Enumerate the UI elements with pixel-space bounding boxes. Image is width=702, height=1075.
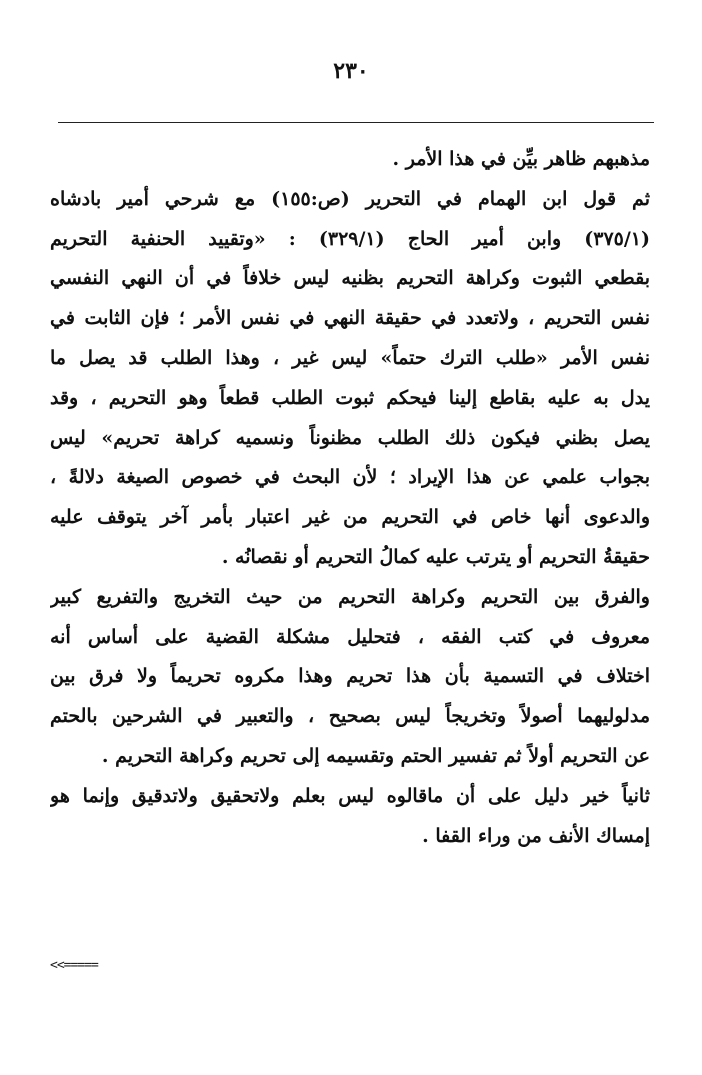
text-line: بجواب علمي عن هذا الإيراد ؛ لأن البحث في خصوص الصيغة دلالةً ،	[50, 466, 650, 489]
text-line: مذهبهم ظاهر بيِّن في هذا الأمر .	[392, 148, 650, 170]
text-line: ثم قول ابن الهمام في التحرير (ص:١٥٥) مع شرحي أمير بادشاه	[50, 187, 650, 210]
header-divider	[58, 122, 654, 123]
text-line: والفرق بين التحريم وكراهة التحريم من حيث التخريج والتفريع كبير	[50, 585, 650, 608]
text-line: يدل به عليه بقاطع إلينا فيحكم ثبوت الطلب قطعاً وهو التحريم ، وقد	[50, 386, 650, 409]
text-line: مدلوليهما أصولاً وتخريجاً ليس بصحيح ، والتعبير في الشرحين بالحتم	[50, 705, 650, 728]
continuation-arrow-icon: <<=====	[50, 958, 98, 973]
body-text	[50, 140, 650, 856]
text-line: عن التحريم أولاً ثم تفسير الحتم وتقسيمه إلى تحريم وكراهة التحريم .	[101, 744, 650, 767]
text-line: ثانياً خير دليل على أن ماقالوه ليس بعلم ولاتحقيق ولاتدقيق وإنما هو	[50, 784, 650, 807]
text-line: نفس التحريم ، ولاتعدد في حقيقة النهي في نفس الأمر ؛ فإن الثابت في	[50, 307, 650, 330]
text-line: يصل بظني فيكون ذلك الطلب مظنوناً ونسميه كراهة تحريم» ليس	[50, 426, 650, 449]
text-line: إمساك الأنف من وراء القفا .	[422, 824, 650, 847]
text-line: بقطعي الثبوت وكراهة التحريم بظنيه ليس خلافاً في أن النهي النفسي	[50, 267, 650, 290]
text-line: (٣٧٥/١) وابن أمير الحاج (٣٢٩/١) : «وتقييد الحنفية التحريم	[50, 227, 650, 250]
text-line: اختلاف في التسمية بأن هذا تحريم وهذا مكروه تحريماً ولا فرق بين	[50, 665, 650, 688]
text-line: والدعوى أنها خاص في التحريم من غير اعتبار بأمر آخر يتوقف عليه	[50, 506, 650, 529]
text-line: معروف في كتب الفقه ، فتحليل مشكلة القضية على أساس أنه	[50, 625, 650, 648]
page-number: ٢٣٠	[333, 58, 369, 84]
text-line: نفس الأمر «طلب الترك حتماً» ليس غير ، وهذا الطلب قد يصل ما	[50, 346, 650, 369]
text-line: حقيقةُ التحريم أو يترتب عليه كمالُ التحريم أو نقصانُه .	[221, 545, 650, 568]
